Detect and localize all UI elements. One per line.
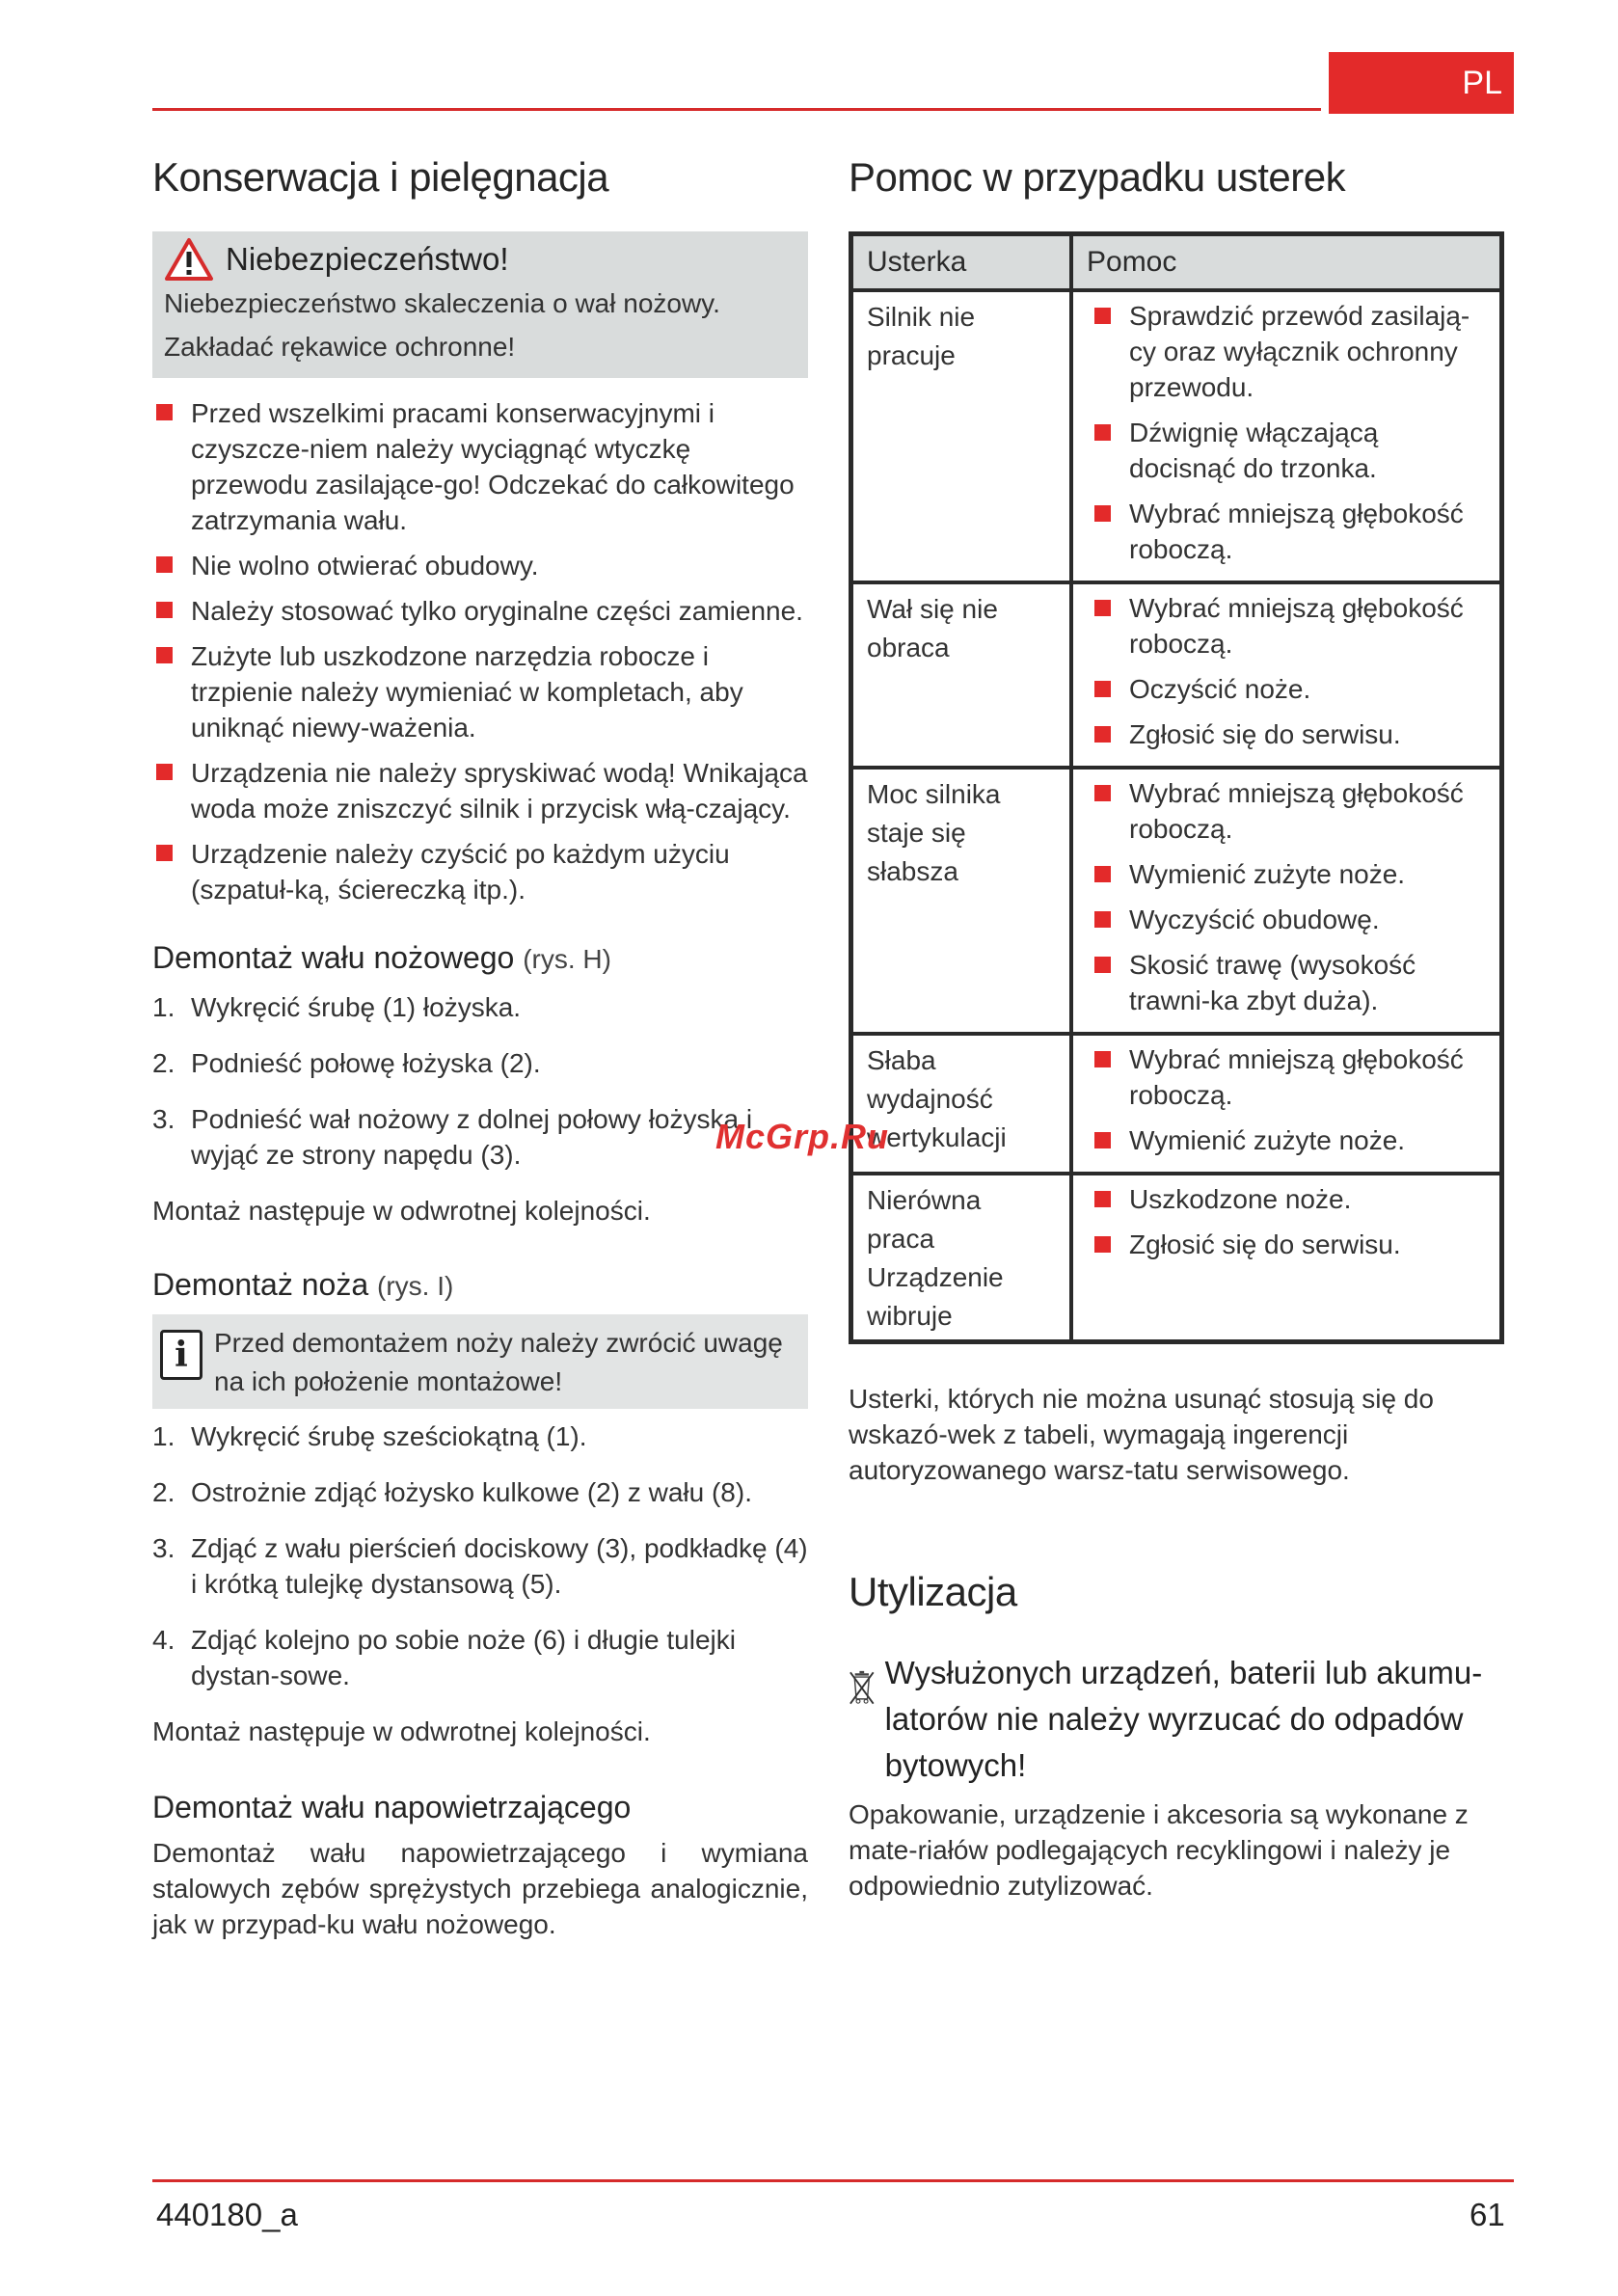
help-cell: [1071, 1034, 1502, 1174]
fault-cell: Moc silnika staje się słabsza: [851, 768, 1072, 1034]
info-note-text: Przed demontażem noży należy zwrócić uwagę na ich położenie montażowe!: [214, 1328, 783, 1396]
table-row: [851, 1034, 1502, 1174]
list-item: Wyczyścić obudowę.: [1087, 902, 1486, 937]
warning-line: Niebezpieczeństwo skaleczenia o wał nożowy.: [164, 288, 720, 318]
list-item: Wymienić zużyte noże.: [1087, 1122, 1486, 1158]
red-square-bullet-icon: [156, 845, 173, 861]
red-square-bullet-icon: [1094, 1051, 1111, 1067]
document-code: 440180_a: [156, 2197, 298, 2232]
list-item: Wybrać mniejszą głębokość roboczą.: [1087, 775, 1486, 847]
header-rule: [152, 108, 1321, 111]
red-square-bullet-icon: [156, 404, 173, 420]
red-square-bullet-icon: [156, 647, 173, 663]
section-title-knife-shaft: Demontaż wału nożowego (rys. H): [152, 940, 611, 975]
disposal-title: Utylizacja: [849, 1569, 1017, 1614]
list-item: Zgłosić się do serwisu.: [1087, 716, 1486, 752]
list-item: Wybrać mniejszą głębokość roboczą.: [1087, 590, 1486, 662]
list-item: 2. Ostrożnie zdjąć łożysko kulkowe (2) z wału (8).: [152, 1477, 752, 1507]
knife-shaft-steps: [152, 989, 808, 1173]
maintenance-title: Konserwacja i pielęgnacja: [152, 154, 609, 200]
troubleshooting-table: [849, 231, 1504, 1344]
disposal-text: Opakowanie, urządzenie i akcesoria są wykonane z mate-riałów podlegających recyklingowi i należy je odpowiednio zutylizować.: [849, 1799, 1469, 1901]
column-header-help: Pomoc: [1071, 234, 1502, 291]
info-icon: i: [160, 1330, 202, 1380]
help-cell: [1071, 582, 1502, 768]
list-item: Urządzenia nie należy spryskiwać wodą! Wnikająca woda może zniszczyć silnik i przycisk włą-czający.: [152, 755, 808, 826]
list-item: Sprawdzić przewód zasilają-cy oraz wyłącznik ochronny przewodu.: [1087, 298, 1486, 405]
list-item: 4. Zdjąć kolejno po sobie noże (6) i długie tulejki dystan-sowe.: [152, 1625, 736, 1690]
knife-steps: [152, 1418, 808, 1693]
red-square-bullet-icon: [1094, 957, 1111, 973]
list-item: Przed wszelkimi pracami konserwacyjnymi i czyszcze-niem należy wyciągnąć wtyczkę przewodu zasilające-go! Odczekać do całkowitego zatrzymania wału.: [152, 395, 808, 538]
list-item: Zużyte lub uszkodzone narzędzia robocze i trzpienie należy wymieniać w kompletach, aby uniknąć niewy-ważenia.: [152, 638, 808, 745]
list-item: Wybrać mniejszą głębokość roboczą.: [1087, 1041, 1486, 1113]
list-item: Nie wolno otwierać obudowy.: [152, 548, 808, 583]
fault-cell: Wał się nie obraca: [851, 582, 1072, 768]
fault-cell: Słaba wydajność wertykulacji: [851, 1034, 1072, 1174]
red-square-bullet-icon: [1094, 424, 1111, 441]
footer-rule: [152, 2179, 1514, 2182]
info-note-box: [152, 1314, 808, 1409]
red-square-bullet-icon: [156, 556, 173, 573]
red-square-bullet-icon: [1094, 911, 1111, 928]
disposal-warning-text: Wysłużonych urządzeń, baterii lub akumu-latorów nie należy wyrzucać do odpadów bytowych!: [884, 1655, 1483, 1783]
red-square-bullet-icon: [1094, 1132, 1111, 1148]
red-square-bullet-icon: [1094, 1236, 1111, 1253]
danger-warning-box: [152, 231, 808, 378]
red-square-bullet-icon: [156, 602, 173, 618]
list-item: Należy stosować tylko oryginalne części zamienne.: [152, 593, 808, 629]
red-square-bullet-icon: [1094, 1191, 1111, 1207]
troubleshooting-title: Pomoc w przypadku usterek: [849, 154, 1346, 200]
list-item: Dźwignię włączającą docisnąć do trzonka.: [1087, 415, 1486, 486]
help-cell: [1071, 1174, 1502, 1342]
help-cell: [1071, 768, 1502, 1034]
page-number: 61: [1470, 2197, 1505, 2232]
table-row: [851, 768, 1502, 1034]
maintenance-bullet-list: [152, 395, 808, 907]
warning-header: [164, 237, 796, 282]
service-note: Usterki, których nie można usunąć stosują się do wskazó-wek z tabeli, wymagają ingerencji autoryzowanego warsz-tatu serwisowego.: [849, 1384, 1434, 1485]
warning-title: Niebezpieczeństwo!: [226, 241, 509, 277]
section-title-aerator-shaft: Demontaż wału napowietrzającego: [152, 1790, 632, 1824]
list-item: Urządzenie należy czyścić po każdym użyciu (szpatuł-ką, ściereczką itp.).: [152, 836, 808, 907]
section-title-knife: Demontaż noża (rys. I): [152, 1267, 454, 1302]
help-cell: [1071, 290, 1502, 582]
aerator-shaft-text: Demontaż wału napowietrzającego i wymiana stalowych zębów sprężystych przebiega analogicznie, jak w przypad-ku wału nożowego.: [152, 1838, 808, 1939]
list-item: 3. Zdjąć z wału pierścień dociskowy (3), podkładkę (4) i krótką tulejkę dystansową (5).: [152, 1533, 808, 1599]
list-item: 1. Wykręcić śrubę sześciokątną (1).: [152, 1421, 587, 1451]
list-item: 1. Wykręcić śrubę (1) łożyska.: [152, 992, 522, 1022]
crossed-out-bin-icon: [849, 1650, 876, 1725]
red-square-bullet-icon: [1094, 866, 1111, 882]
list-item: Uszkodzone noże.: [1087, 1181, 1486, 1217]
table-row: [851, 290, 1502, 582]
list-item: Zgłosić się do serwisu.: [1087, 1227, 1486, 1262]
table-row: [851, 582, 1502, 768]
list-item: 3. Podnieść wał nożowy z dolnej połowy łożyska i wyjąć ze strony napędu (3).: [152, 1104, 753, 1170]
red-square-bullet-icon: [156, 764, 173, 780]
red-square-bullet-icon: [1094, 600, 1111, 616]
disposal-warning: [849, 1650, 1516, 1789]
watermark: McGrp.Ru: [715, 1117, 890, 1156]
right-column: [849, 154, 1516, 1904]
table-row: [851, 1174, 1502, 1342]
reassembly-note: Montaż następuje w odwrotnej kolejności.: [152, 1196, 651, 1226]
red-square-bullet-icon: [1094, 726, 1111, 743]
red-square-bullet-icon: [1094, 308, 1111, 324]
warning-triangle-icon: [164, 237, 214, 282]
column-header-fault: Usterka: [851, 234, 1072, 291]
list-item: Wymienić zużyte noże.: [1087, 856, 1486, 892]
list-item: Oczyścić noże.: [1087, 671, 1486, 707]
red-square-bullet-icon: [1094, 505, 1111, 522]
list-item: 2. Podnieść połowę łożyska (2).: [152, 1048, 541, 1078]
fault-cell: Nierówna praca Urządzenie wibruje: [851, 1174, 1072, 1342]
left-column: [152, 154, 808, 1942]
reassembly-note: Montaż następuje w odwrotnej kolejności.: [152, 1716, 651, 1746]
table-header-row: [851, 234, 1502, 291]
warning-line: Zakładać rękawice ochronne!: [164, 332, 516, 362]
fault-cell: Silnik nie pracuje: [851, 290, 1072, 582]
red-square-bullet-icon: [1094, 681, 1111, 697]
language-tab: PL: [1329, 52, 1514, 114]
list-item: Wybrać mniejszą głębokość roboczą.: [1087, 496, 1486, 567]
red-square-bullet-icon: [1094, 785, 1111, 801]
list-item: Skosić trawę (wysokość trawni-ka zbyt duża).: [1087, 947, 1486, 1018]
